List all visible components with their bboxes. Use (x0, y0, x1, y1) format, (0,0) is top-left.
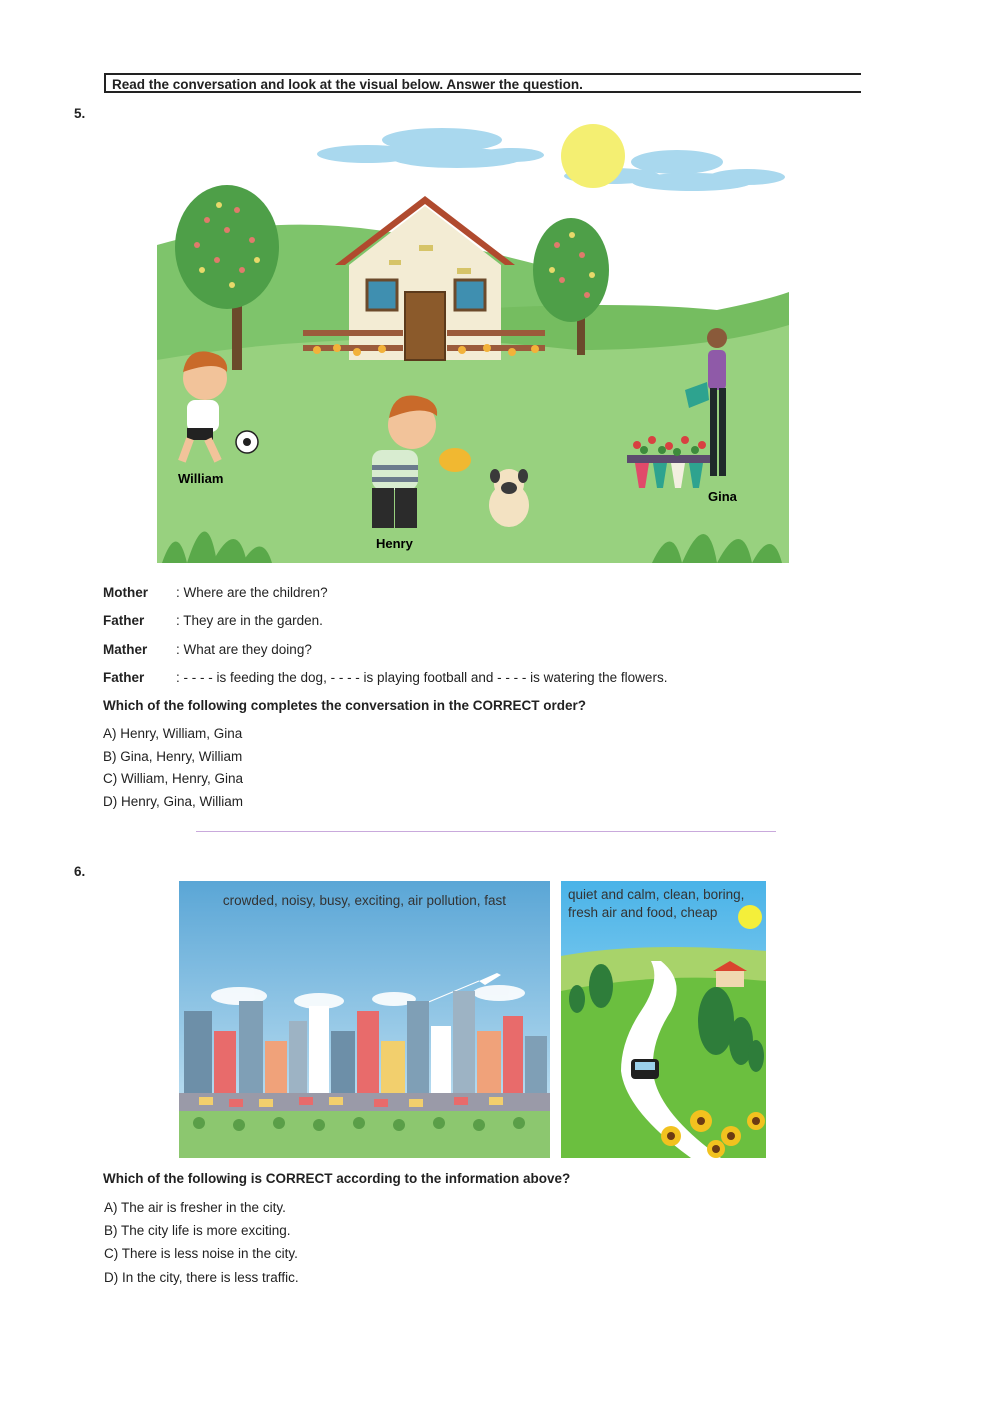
question-5-number: 5. (74, 106, 86, 121)
q6-option-b[interactable]: B) The city life is more exciting. (104, 1223, 291, 1238)
divider (196, 831, 776, 832)
question-5-text: Which of the following completes the conversation in the CORRECT order? (103, 698, 587, 713)
q6-option-d[interactable]: D) In the city, there is less traffic. (104, 1270, 299, 1285)
q5-option-a[interactable]: A) Henry, William, Gina (103, 726, 243, 741)
dialogue-speaker: Father (103, 670, 145, 685)
dialogue-line: : - - - - is feeding the dog, - - - - is playing football and - - - - is watering the flowers. (176, 670, 668, 685)
dog-icon (489, 469, 529, 527)
gina-label: Gina (708, 489, 737, 504)
dialogue-line: : They are in the garden. (176, 613, 323, 628)
question-6-text: Which of the following is CORRECT according to the information above? (103, 1171, 571, 1186)
football-icon (236, 431, 258, 453)
q6-option-a[interactable]: A) The air is fresher in the city. (104, 1200, 286, 1215)
city-caption: crowded, noisy, busy, exciting, air pollution, fast (222, 893, 507, 908)
dialogue-speaker: Mather (103, 642, 148, 657)
dialogue-speaker: Father (103, 613, 145, 628)
dialogue-line: : Where are the children? (176, 585, 328, 600)
garden-scene-image (157, 120, 789, 563)
q5-option-d[interactable]: D) Henry, Gina, William (103, 794, 244, 809)
countryside-image (561, 881, 766, 1158)
q6-option-c[interactable]: C) There is less noise in the city. (104, 1246, 298, 1261)
question-6-number: 6. (74, 864, 86, 879)
car-icon (631, 1059, 659, 1079)
dialogue-line: : What are they doing? (176, 642, 312, 657)
q5-option-c[interactable]: C) William, Henry, Gina (103, 771, 244, 786)
william-label: William (178, 471, 224, 486)
q5-option-b[interactable]: B) Gina, Henry, William (103, 749, 243, 764)
henry-label: Henry (376, 536, 413, 551)
dialogue-speaker: Mother (103, 585, 148, 600)
sun-icon (561, 124, 625, 188)
instruction-box: Read the conversation and look at the visual below. Answer the question. (104, 73, 861, 93)
city-image (179, 881, 550, 1158)
countryside-caption: quiet and calm, clean, boring, fresh air and food, cheap (568, 887, 745, 920)
